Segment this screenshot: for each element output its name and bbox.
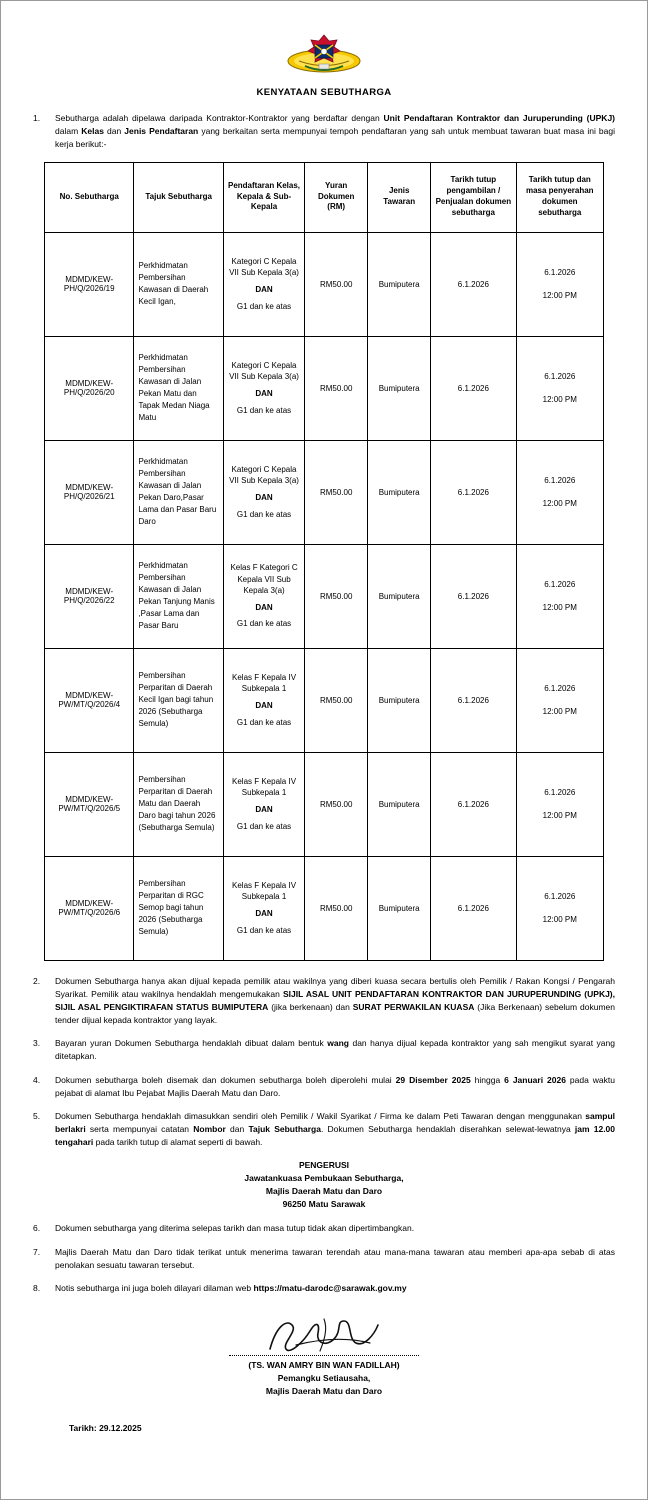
cell-tarikh-penyerahan-time: 12:00 PM: [542, 499, 577, 509]
clause-4-part-3: pada waktu pejabat di alamat Ibu Pejabat Majlis Daerah Matu dan Daro.: [55, 1074, 615, 1098]
clause-1-part-1: Sebutharga adalah dipelawa daripada Kontraktor-Kontraktor yang berdaftar dengan: [55, 113, 384, 123]
table-row: [45, 544, 604, 648]
crest-container: [17, 31, 631, 77]
cell-kelas: [223, 232, 304, 336]
cell-tarikh-tutup: 6.1.2026: [431, 648, 516, 752]
cell-kelas-top: Kategori C Kepala VII Sub Kepala 3(a): [229, 360, 299, 382]
clause-3-number: 3.: [33, 1038, 41, 1049]
cell-kelas: [223, 648, 304, 752]
clause-5-part-5: pada tarikh tutup di alamat seperti di bawah.: [93, 1137, 263, 1148]
cell-tarikh-penyerahan-date: 6.1.2026: [544, 684, 576, 694]
table-row: [45, 440, 604, 544]
cell-kelas-top: Kelas F Kepala IV Subkepala 1: [232, 672, 297, 694]
signature-names: [17, 1359, 631, 1397]
website-link[interactable]: https://matu-darodc@sarawak.gov.my: [253, 1282, 407, 1293]
cell-jenis: Bumiputera: [368, 752, 431, 856]
cell-tarikh-penyerahan: [516, 856, 603, 960]
clause-5-part-1: Dokumen Sebutharga hendaklah dimasukkan sendiri oleh Pemilik / Wakil Syarikat / Firma ke dalam Peti Tawaran dengan menggunakan: [55, 1110, 586, 1121]
cell-tarikh-penyerahan-time: 12:00 PM: [542, 811, 577, 821]
clause-4-bold-end-date: 6 Januari 2026: [504, 1074, 566, 1085]
cell-yuran: RM50.00: [305, 648, 368, 752]
clause-1-bold-jenis: Jenis Pendaftaran: [124, 126, 199, 137]
sebutharga-table: [44, 162, 604, 961]
clause-4-part-2: hingga: [470, 1074, 505, 1085]
cell-tarikh-penyerahan-time: 12:00 PM: [542, 915, 577, 925]
cell-tajuk: Perkhidmatan Pembersihan Kawasan di Daerah Kecil Igan,: [134, 232, 223, 336]
cell-jenis: Bumiputera: [368, 336, 431, 440]
cell-tarikh-penyerahan: [516, 648, 603, 752]
clause-3-text: [55, 1037, 615, 1063]
cell-kelas: [223, 752, 304, 856]
cell-no: MDMD/KEW-PH/Q/2026/19: [45, 232, 134, 336]
cell-jenis: Bumiputera: [368, 232, 431, 336]
clause-2-part-3: (Jika Berkenaan) sebelum dokumen tender dijual kepada kontraktor yang layak.: [55, 1001, 615, 1026]
cell-tarikh-penyerahan: [516, 544, 603, 648]
cell-tarikh-penyerahan-time: 12:00 PM: [542, 395, 577, 405]
cell-kelas-dan: DAN: [255, 493, 273, 503]
cell-jenis: Bumiputera: [368, 544, 431, 648]
cell-jenis: Bumiputera: [368, 648, 431, 752]
clause-2-part-2: (jika berkenaan) dan: [268, 1001, 353, 1012]
clause-2-number: 2.: [33, 975, 41, 986]
clause-1-bold-upkj: Unit Pendaftaran Kontraktor dan Juruperunding (UPKJ): [383, 113, 615, 123]
cell-tarikh-penyerahan-date: 6.1.2026: [544, 580, 576, 590]
clause-1-text: [55, 112, 615, 152]
clause-4-number: 4.: [33, 1074, 41, 1085]
clause-5-bold-sampul: sampul berlakri: [55, 1110, 615, 1135]
cell-no: MDMD/KEW-PW/MT/Q/2026/4: [45, 648, 134, 752]
clause-5-bold-jam: jam 12.00 tengahari: [55, 1124, 616, 1148]
cell-tarikh-penyerahan: [516, 232, 603, 336]
cell-kelas: [223, 440, 304, 544]
cell-tarikh-tutup: 6.1.2026: [431, 544, 516, 648]
cell-tarikh-tutup: 6.1.2026: [431, 232, 516, 336]
cell-tarikh-penyerahan-time: 12:00 PM: [542, 603, 577, 613]
clause-8: [33, 1282, 615, 1295]
cell-yuran: RM50.00: [305, 544, 368, 648]
table-row: [45, 752, 604, 856]
signature-area: [17, 1313, 631, 1397]
clause-5-bold-nombor: Nombor: [193, 1124, 226, 1135]
table-row: [45, 232, 604, 336]
handwritten-signature-icon: [17, 1313, 631, 1355]
cell-kelas-dan: DAN: [255, 701, 273, 711]
cell-kelas-bottom: G1 dan ke atas: [236, 509, 292, 519]
cell-tajuk: Pembersihan Perparitan di Daerah Kecil Igan bagi tahun 2026 (Sebutharga Semula): [134, 648, 223, 752]
cell-jenis: Bumiputera: [368, 856, 431, 960]
cell-tarikh-penyerahan: [516, 440, 603, 544]
clause-8-number: 8.: [33, 1282, 41, 1293]
clause-5-part-2: serta mempunyai catatan: [85, 1124, 194, 1135]
cell-kelas-dan: DAN: [255, 909, 273, 919]
cell-kelas: [223, 336, 304, 440]
cell-kelas-bottom: G1 dan ke atas: [236, 821, 292, 831]
cell-tarikh-tutup: 6.1.2026: [431, 336, 516, 440]
header-jenis-tawaran: Jenis Tawaran: [368, 162, 431, 232]
clause-6-text: Dokumen sebutharga yang diterima selepas tarikh dan masa tutup tidak akan dipertimbangkan.: [55, 1223, 415, 1234]
clause-8-part-1: Notis sebutharga ini juga boleh dilayari dilaman web: [55, 1282, 254, 1293]
clause-5-bold-tajuk: Tajuk Sebutharga: [248, 1124, 321, 1135]
table-row: [45, 336, 604, 440]
cell-kelas-bottom: G1 dan ke atas: [236, 301, 292, 311]
cell-no: MDMD/KEW-PW/MT/Q/2026/6: [45, 856, 134, 960]
clause-3-part-1: Bayaran yuran Dokumen Sebutharga hendaklah dibuat dalam bentuk: [55, 1038, 328, 1049]
cell-tarikh-penyerahan-date: 6.1.2026: [544, 476, 576, 486]
clause-1-part-7: yang berkaitan serta mempunyai tempoh pendaftaran yang sah untuk membuat tawaran buat masa ini bagi kerja berikut:-: [55, 126, 616, 150]
table-row: [45, 856, 604, 960]
cell-tarikh-penyerahan-date: 6.1.2026: [544, 268, 576, 278]
cell-kelas-top: Kelas F Kepala IV Subkepala 1: [232, 776, 297, 798]
coat-of-arms-icon: [285, 31, 363, 75]
cell-kelas-dan: DAN: [255, 805, 273, 815]
clause-3-part-2: dan hanya dijual kepada kontraktor yang sah mengikut syarat yang ditetapkan.: [55, 1038, 615, 1062]
clause-1-bold-kelas: Kelas: [81, 126, 104, 137]
cell-kelas-bottom: G1 dan ke atas: [236, 717, 292, 727]
table-header-row: [45, 162, 604, 232]
clause-8-text: [55, 1282, 615, 1295]
header-pendaftaran-kelas: Pendaftaran Kelas, Kepala & Sub-Kepala: [223, 162, 304, 232]
cell-tajuk: Perkhidmatan Pembersihan Kawasan di Jalan Pekan Matu dan Tapak Medan Niaga Matu: [134, 336, 223, 440]
cell-kelas-bottom: G1 dan ke atas: [236, 925, 292, 935]
document-date: Tarikh: 29.12.2025: [69, 1423, 142, 1434]
cell-kelas: [223, 856, 304, 960]
cell-tajuk: Pembersihan Perparitan di Daerah Matu dan Daerah Daro bagi tahun 2026 (Sebutharga Semula): [134, 752, 223, 856]
cell-yuran: RM50.00: [305, 440, 368, 544]
clause-1-part-3: dalam: [55, 126, 82, 137]
clause-3-bold-wang: wang: [327, 1038, 349, 1049]
cell-kelas-dan: DAN: [255, 389, 273, 399]
address-line-1: PENGERUSI: [298, 1160, 350, 1171]
clause-5-part-4: . Dokumen Sebutharga hendaklah diserahkan selewat-lewatnya: [320, 1124, 575, 1135]
signatory-position-1: Pemangku Setiausaha,: [277, 1372, 371, 1383]
clause-4-part-1: Dokumen sebutharga boleh disemak dan dokumen sebutharga boleh diperolehi mulai: [55, 1074, 396, 1085]
cell-no: MDMD/KEW-PW/MT/Q/2026/5: [45, 752, 134, 856]
header-tarikh-tutup-penyerahan: Tarikh tutup dan masa penyerahan dokumen sebutharga: [516, 162, 603, 232]
clause-6: [33, 1222, 615, 1235]
clause-1: [33, 112, 615, 152]
clause-4: [33, 1074, 615, 1100]
cell-tajuk: Pembersihan Perparitan di RGC Semop bagi tahun 2026 (Sebutharga Semula): [134, 856, 223, 960]
signatory-name: (TS. WAN AMRY BIN WAN FADILLAH): [248, 1360, 400, 1371]
cell-yuran: RM50.00: [305, 232, 368, 336]
clause-7-number: 7.: [33, 1246, 41, 1257]
clause-3: [33, 1037, 615, 1063]
clause-2: [33, 975, 615, 1028]
header-no-sebutharga: No. Sebutharga: [45, 162, 134, 232]
clause-5: [33, 1110, 615, 1150]
clause-6-number: 6.: [33, 1223, 41, 1234]
header-yuran-dokumen: Yuran Dokumen (RM): [305, 162, 368, 232]
clause-1-number: 1.: [33, 113, 41, 123]
cell-kelas-top: Kelas F Kepala IV Subkepala 1: [232, 880, 297, 902]
cell-tarikh-tutup: 6.1.2026: [431, 856, 516, 960]
address-line-3: Majlis Daerah Matu dan Daro: [265, 1185, 383, 1196]
clause-4-bold-start-date: 29 Disember 2025: [395, 1074, 471, 1085]
cell-no: MDMD/KEW-PH/Q/2026/20: [45, 336, 134, 440]
address-line-4: 96250 Matu Sarawak: [282, 1198, 366, 1209]
cell-kelas-top: Kelas F Kategori C Kepala VII Sub Kepala 3(a): [230, 563, 298, 596]
cell-kelas-bottom: G1 dan ke atas: [236, 619, 292, 629]
cell-tarikh-penyerahan-date: 6.1.2026: [544, 892, 576, 902]
clause-5-part-3: dan: [225, 1124, 249, 1135]
clause-5-text: [55, 1110, 615, 1150]
cell-yuran: RM50.00: [305, 856, 368, 960]
cell-yuran: RM50.00: [305, 336, 368, 440]
cell-jenis: Bumiputera: [368, 440, 431, 544]
clause-7: [33, 1246, 615, 1272]
clause-2-bold-sijil: SIJIL ASAL UNIT PENDAFTARAN KONTRAKTOR DAN JURUPERUNDING (UPKJ), SIJIL ASAL PENGIKTIRAFAN STATUS BUMIPUTERA: [55, 988, 615, 1012]
cell-kelas-top: Kategori C Kepala VII Sub Kepala 3(a): [229, 464, 299, 486]
clause-7-text: Majlis Daerah Matu dan Daro tidak terikat untuk menerima tawaran terendah atau mana-mana tawaran atau memberi apa-apa sebab di atas penolakan sesuatu tawaran tersebut.: [55, 1246, 615, 1270]
clause-4-text: [55, 1074, 615, 1100]
page-title: KENYATAAN SEBUTHARGA: [256, 87, 392, 98]
clause-1-part-5: dan: [103, 126, 125, 137]
cell-tarikh-tutup: 6.1.2026: [431, 440, 516, 544]
cell-yuran: RM50.00: [305, 752, 368, 856]
cell-kelas-dan: DAN: [255, 602, 273, 612]
cell-tarikh-penyerahan-time: 12:00 PM: [542, 291, 577, 301]
cell-no: MDMD/KEW-PH/Q/2026/22: [45, 544, 134, 648]
cell-tarikh-penyerahan-date: 6.1.2026: [544, 788, 576, 798]
cell-kelas-top: Kategori C Kepala VII Sub Kepala 3(a): [229, 256, 299, 278]
clause-2-bold-surat: SURAT PERWAKILAN KUASA: [352, 1001, 475, 1012]
cell-tarikh-tutup: 6.1.2026: [431, 752, 516, 856]
header-tarikh-tutup-pengambilan: Tarikh tutup pengambilan / Penjualan dokumen sebutharga: [431, 162, 516, 232]
cell-tarikh-penyerahan-date: 6.1.2026: [544, 372, 576, 382]
address-line-2: Jawatankuasa Pembukaan Sebutharga,: [244, 1173, 404, 1184]
cell-tajuk: Perkhidmatan Pembersihan Kawasan di Jalan Pekan Daro,Pasar Lama dan Pasar Baru Daro: [134, 440, 223, 544]
table-row: [45, 648, 604, 752]
cell-tarikh-penyerahan-time: 12:00 PM: [542, 707, 577, 717]
cell-no: MDMD/KEW-PH/Q/2026/21: [45, 440, 134, 544]
header-tajuk-sebutharga: Tajuk Sebutharga: [134, 162, 223, 232]
clause-5-number: 5.: [33, 1110, 41, 1121]
signatory-position-2: Majlis Daerah Matu dan Daro: [265, 1385, 383, 1396]
cell-kelas-dan: DAN: [255, 285, 273, 295]
cell-kelas-bottom: G1 dan ke atas: [236, 405, 292, 415]
clause-2-part-1: Dokumen Sebutharga hanya akan dijual kepada pemilik atau wakilnya yang diberi kuasa secara bertulis oleh Pemilik / Rakan Kongsi / Pengarah Syarikat. Pemilik atau wakilnya hendaklah mengemukakan: [55, 975, 615, 999]
address-block: [17, 1159, 631, 1210]
clause-2-text: [55, 975, 615, 1028]
cell-tarikh-penyerahan: [516, 336, 603, 440]
cell-kelas: [223, 544, 304, 648]
cell-tajuk: Perkhidmatan Pembersihan Kawasan di Jalan Pekan Tanjung Manis ,Pasar Lama dan Pasar Baru: [134, 544, 223, 648]
cell-tarikh-penyerahan: [516, 752, 603, 856]
